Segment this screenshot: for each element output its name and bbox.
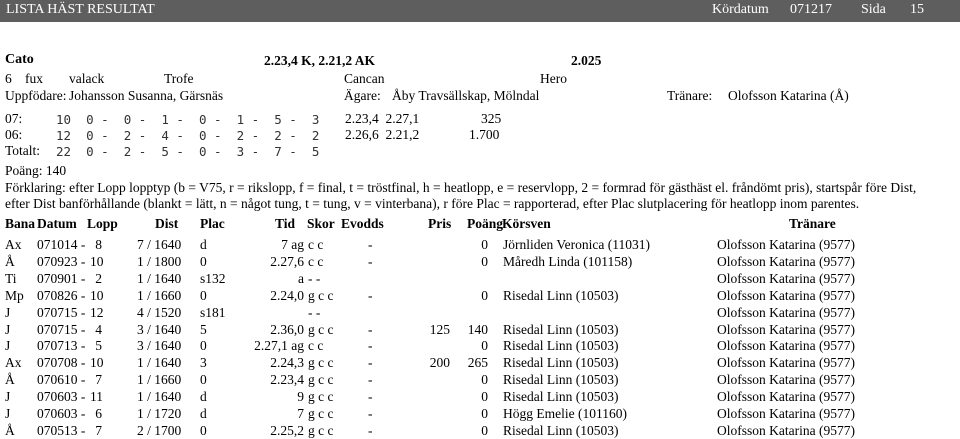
cell-tid: 2.27,1 ag bbox=[254, 338, 304, 354]
cell-plac: 0 bbox=[200, 253, 207, 269]
cell-bana: Ax bbox=[5, 355, 22, 371]
cell-dist: 1 / 1660 bbox=[137, 372, 182, 388]
cell-skor: g c c bbox=[308, 321, 334, 337]
cell-dist: 1 / 1640 bbox=[137, 389, 182, 405]
col-header-tid: Tid bbox=[275, 216, 296, 231]
cell-tranare: Olofsson Katarina (9577) bbox=[717, 355, 855, 371]
cell-lopp: 10 bbox=[90, 253, 104, 269]
col-header-dist: Dist bbox=[155, 216, 179, 231]
cell-skor: g c c bbox=[308, 355, 334, 371]
col-header-poang: Poäng bbox=[467, 216, 504, 231]
cell-skor: - - bbox=[308, 270, 321, 286]
cell-skor: c c bbox=[308, 237, 324, 252]
cell-dist: 1 / 1640 bbox=[137, 270, 182, 286]
cell-plac: 0 bbox=[200, 372, 207, 388]
stats-label: 06: bbox=[5, 127, 23, 142]
cell-plac: d bbox=[200, 389, 207, 405]
cell-poang: 0 bbox=[481, 237, 488, 252]
cell-lopp: 4 bbox=[95, 321, 102, 337]
cell-datum: 070513 - bbox=[37, 422, 86, 438]
cell-tranare: Olofsson Katarina (9577) bbox=[717, 270, 855, 286]
cell-skor: g c c bbox=[308, 406, 334, 421]
table-row bbox=[0, 271, 960, 287]
cell-skor: c c bbox=[308, 338, 324, 354]
cell-bana: J bbox=[5, 389, 11, 405]
legend-line-1: Förklaring: efter Lopp lopptyp (b = V75, r = rikslopp, f = final, t = tröstfinal, h = heatlopp, e = reservlopp, 2 = formrad för gästhäst el. fråndömt pris), startspår före Dist, bbox=[5, 180, 917, 195]
cell-tid: 9 bbox=[297, 389, 304, 405]
cell-plac: d bbox=[200, 237, 207, 252]
cell-bana: J bbox=[5, 321, 11, 337]
trainer-label: Tränare: bbox=[667, 88, 713, 103]
cell-evodds: - bbox=[368, 338, 373, 354]
table-header bbox=[0, 216, 960, 234]
cell-korsven: Risedal Linn (10503) bbox=[503, 338, 619, 354]
col-header-korsven: Körsven bbox=[502, 216, 551, 231]
cell-lopp: 12 bbox=[90, 304, 104, 320]
table-row bbox=[0, 389, 960, 405]
cell-korsven: Risedal Linn (10503) bbox=[503, 389, 619, 405]
cell-poang: 140 bbox=[467, 321, 488, 337]
cell-datum: 070715 - bbox=[37, 304, 86, 320]
table-row bbox=[0, 288, 960, 304]
cell-evodds: - bbox=[368, 372, 373, 388]
cell-evodds: - bbox=[368, 389, 373, 405]
col-header-bana: Bana bbox=[5, 216, 36, 231]
horse-age: 6 bbox=[5, 71, 12, 86]
cell-tranare: Olofsson Katarina (9577) bbox=[717, 321, 855, 337]
cell-dist: 7 / 1640 bbox=[137, 237, 182, 252]
cell-evodds: - bbox=[368, 406, 373, 421]
cell-poang: 0 bbox=[481, 389, 488, 405]
horse-dam: Cancan bbox=[344, 71, 385, 86]
horse-color: fux bbox=[25, 71, 43, 86]
cell-dist: 3 / 1640 bbox=[137, 338, 182, 354]
stats-values: 10 0 - 0 - 1 - 0 - 1 - 5 - 3 bbox=[56, 112, 320, 127]
cell-datum: 071014 - bbox=[37, 237, 86, 252]
cell-poang: 0 bbox=[481, 406, 488, 421]
cell-plac: 5 bbox=[200, 321, 207, 337]
cell-tranare: Olofsson Katarina (9577) bbox=[717, 372, 855, 388]
cell-skor: g c c bbox=[308, 287, 334, 303]
table-row bbox=[0, 423, 960, 439]
cell-korsven: Risedal Linn (10503) bbox=[503, 321, 619, 337]
cell-bana: Å bbox=[5, 422, 15, 438]
cell-lopp: 2 bbox=[95, 270, 102, 286]
horse-name: Cato bbox=[5, 52, 34, 67]
cell-datum: 070708 - bbox=[37, 355, 86, 371]
cell-datum: 070826 - bbox=[37, 287, 86, 303]
cell-tranare: Olofsson Katarina (9577) bbox=[717, 338, 855, 354]
cell-tid: 7 bbox=[297, 406, 304, 421]
cell-datum: 070610 - bbox=[37, 372, 86, 388]
table-row bbox=[0, 372, 960, 388]
cell-datum: 070901 - bbox=[37, 270, 86, 286]
cell-bana: Ax bbox=[5, 237, 22, 252]
stats-records: 2.26,6 2.21,2 bbox=[345, 127, 420, 142]
cell-poang: 0 bbox=[481, 287, 488, 303]
cell-bana: J bbox=[5, 338, 11, 354]
cell-skor: - - bbox=[308, 304, 321, 320]
stats-label: Totalt: bbox=[5, 143, 41, 158]
cell-tid: 2.27,6 bbox=[270, 253, 304, 269]
cell-korsven: Måredh Linda (101158) bbox=[503, 253, 633, 269]
run-date-label: Kördatum bbox=[712, 2, 769, 17]
cell-evodds: - bbox=[368, 237, 373, 252]
page-label: Sida bbox=[861, 2, 886, 17]
table-row bbox=[0, 254, 960, 270]
cell-datum: 070603 - bbox=[37, 406, 86, 421]
cell-poang: 265 bbox=[467, 355, 488, 371]
stats-records: 2.23,4 2.27,1 bbox=[345, 111, 420, 126]
cell-dist: 2 / 1700 bbox=[137, 422, 182, 438]
cell-bana: Ti bbox=[5, 270, 17, 286]
table-row bbox=[0, 305, 960, 321]
stats-label: 07: bbox=[5, 111, 23, 126]
cell-evodds: - bbox=[368, 321, 373, 337]
cell-pris: 200 bbox=[429, 355, 450, 371]
cell-tranare: Olofsson Katarina (9577) bbox=[717, 237, 855, 252]
cell-plac: d bbox=[200, 406, 207, 421]
cell-lopp: 7 bbox=[95, 422, 102, 438]
stats-values: 22 0 - 2 - 5 - 0 - 3 - 7 - 5 bbox=[56, 144, 320, 159]
cell-korsven: Jörnliden Veronica (11031) bbox=[503, 237, 650, 252]
breeder-name: Johansson Susanna, Gärsnäs bbox=[69, 88, 224, 103]
cell-plac: s132 bbox=[200, 270, 226, 286]
table-row bbox=[0, 338, 960, 354]
col-header-skor: Skor bbox=[307, 216, 335, 231]
horse-records: 2.23,4 K, 2.21,2 AK bbox=[264, 53, 376, 68]
report-header-bar bbox=[0, 0, 960, 22]
horse-earnings: 2.025 bbox=[571, 53, 602, 68]
cell-poang: 0 bbox=[481, 338, 488, 354]
cell-dist: 1 / 1800 bbox=[137, 253, 182, 269]
cell-korsven: Risedal Linn (10503) bbox=[503, 422, 619, 438]
cell-datum: 070713 - bbox=[37, 338, 86, 354]
cell-tid: a bbox=[298, 270, 304, 286]
cell-tid: 2.24,3 bbox=[270, 355, 304, 371]
cell-poang: 0 bbox=[481, 253, 488, 269]
cell-poang: 0 bbox=[481, 422, 488, 438]
horse-sex: valack bbox=[69, 71, 105, 86]
cell-bana: Å bbox=[5, 372, 15, 388]
cell-dist: 3 / 1640 bbox=[137, 321, 182, 337]
cell-lopp: 11 bbox=[90, 389, 103, 405]
cell-bana: Mp bbox=[5, 287, 24, 303]
cell-dist: 1 / 1640 bbox=[137, 355, 182, 371]
cell-lopp: 10 bbox=[90, 355, 104, 371]
cell-tranare: Olofsson Katarina (9577) bbox=[717, 304, 855, 320]
col-header-plac: Plac bbox=[200, 216, 225, 231]
cell-tid: 2.36,0 bbox=[270, 321, 304, 337]
cell-bana: J bbox=[5, 304, 11, 320]
report-title: LISTA HÄST RESULTAT bbox=[6, 2, 155, 17]
cell-plac: 0 bbox=[200, 422, 207, 438]
breeder-label: Uppfödare: bbox=[5, 88, 67, 103]
cell-lopp: 7 bbox=[95, 372, 102, 388]
col-header-evodds: Evodds bbox=[341, 216, 384, 231]
table-row bbox=[0, 322, 960, 338]
table-row bbox=[0, 237, 960, 253]
stats-earnings: 1.700 bbox=[469, 127, 500, 142]
cell-lopp: 6 bbox=[95, 406, 102, 421]
cell-datum: 070923 - bbox=[37, 253, 86, 269]
cell-bana: J bbox=[5, 406, 11, 421]
owner-name: Åby Travsällskap, Mölndal bbox=[392, 88, 540, 103]
horse-damsire: Hero bbox=[540, 71, 567, 86]
cell-skor: g c c bbox=[308, 389, 334, 405]
cell-evodds: - bbox=[368, 355, 373, 371]
cell-tid: 2.24,0 bbox=[270, 287, 304, 303]
cell-tranare: Olofsson Katarina (9577) bbox=[717, 406, 855, 421]
cell-lopp: 10 bbox=[90, 287, 104, 303]
cell-tranare: Olofsson Katarina (9577) bbox=[717, 389, 855, 405]
cell-pris: 125 bbox=[429, 321, 450, 337]
owner-label: Ägare: bbox=[344, 88, 381, 103]
cell-lopp: 8 bbox=[95, 237, 102, 252]
col-header-lopp: Lopp bbox=[87, 216, 118, 231]
cell-evodds: - bbox=[368, 287, 373, 303]
cell-bana: Å bbox=[5, 253, 15, 269]
col-header-pris: Pris bbox=[428, 216, 452, 231]
cell-korsven: Risedal Linn (10503) bbox=[503, 372, 619, 388]
run-date-value: 071217 bbox=[790, 2, 832, 17]
cell-tid: 7 ag bbox=[281, 237, 304, 252]
cell-tranare: Olofsson Katarina (9577) bbox=[717, 287, 855, 303]
cell-plac: 0 bbox=[200, 287, 207, 303]
cell-tranare: Olofsson Katarina (9577) bbox=[717, 253, 855, 269]
cell-datum: 070715 - bbox=[37, 321, 86, 337]
cell-datum: 070603 - bbox=[37, 389, 86, 405]
cell-skor: c c bbox=[308, 253, 324, 269]
cell-evodds: - bbox=[368, 253, 373, 269]
cell-skor: g c c bbox=[308, 422, 334, 438]
stats-values: 12 0 - 2 - 4 - 0 - 2 - 2 - 2 bbox=[56, 128, 320, 143]
stats-earnings: 325 bbox=[481, 111, 502, 126]
cell-korsven: Risedal Linn (10503) bbox=[503, 287, 619, 303]
cell-evodds: - bbox=[368, 422, 373, 438]
cell-korsven: Högg Emelie (101160) bbox=[503, 406, 627, 421]
cell-dist: 1 / 1660 bbox=[137, 287, 182, 303]
trainer-name: Olofsson Katarina (Å) bbox=[728, 88, 849, 103]
cell-plac: 3 bbox=[200, 355, 207, 371]
cell-plac: s181 bbox=[200, 304, 226, 320]
cell-dist: 1 / 1720 bbox=[137, 406, 182, 421]
cell-lopp: 5 bbox=[95, 338, 102, 354]
col-header-datum: Datum bbox=[37, 216, 77, 231]
table-row bbox=[0, 406, 960, 422]
col-header-tranare: Tränare bbox=[789, 216, 836, 231]
cell-poang: 0 bbox=[481, 372, 488, 388]
points-total: Poäng: 140 bbox=[5, 163, 67, 178]
horse-sire: Trofe bbox=[164, 71, 194, 86]
cell-korsven: Risedal Linn (10503) bbox=[503, 355, 619, 371]
table-row bbox=[0, 355, 960, 371]
cell-tranare: Olofsson Katarina (9577) bbox=[717, 422, 855, 438]
legend-line-2: efter Dist banförhållande (blankt = lätt, n = något tung, t = tung, v = vinterbana), r före Plac = rapporterad, efter Plac slutplacering för heatlopp inom parentes. bbox=[5, 196, 860, 211]
page-number: 15 bbox=[910, 2, 924, 17]
cell-dist: 4 / 1520 bbox=[137, 304, 182, 320]
cell-plac: 0 bbox=[200, 338, 207, 354]
cell-skor: g c c bbox=[308, 372, 334, 388]
cell-tid: 2.25,2 bbox=[270, 422, 304, 438]
cell-tid: 2.23,4 bbox=[270, 372, 304, 388]
